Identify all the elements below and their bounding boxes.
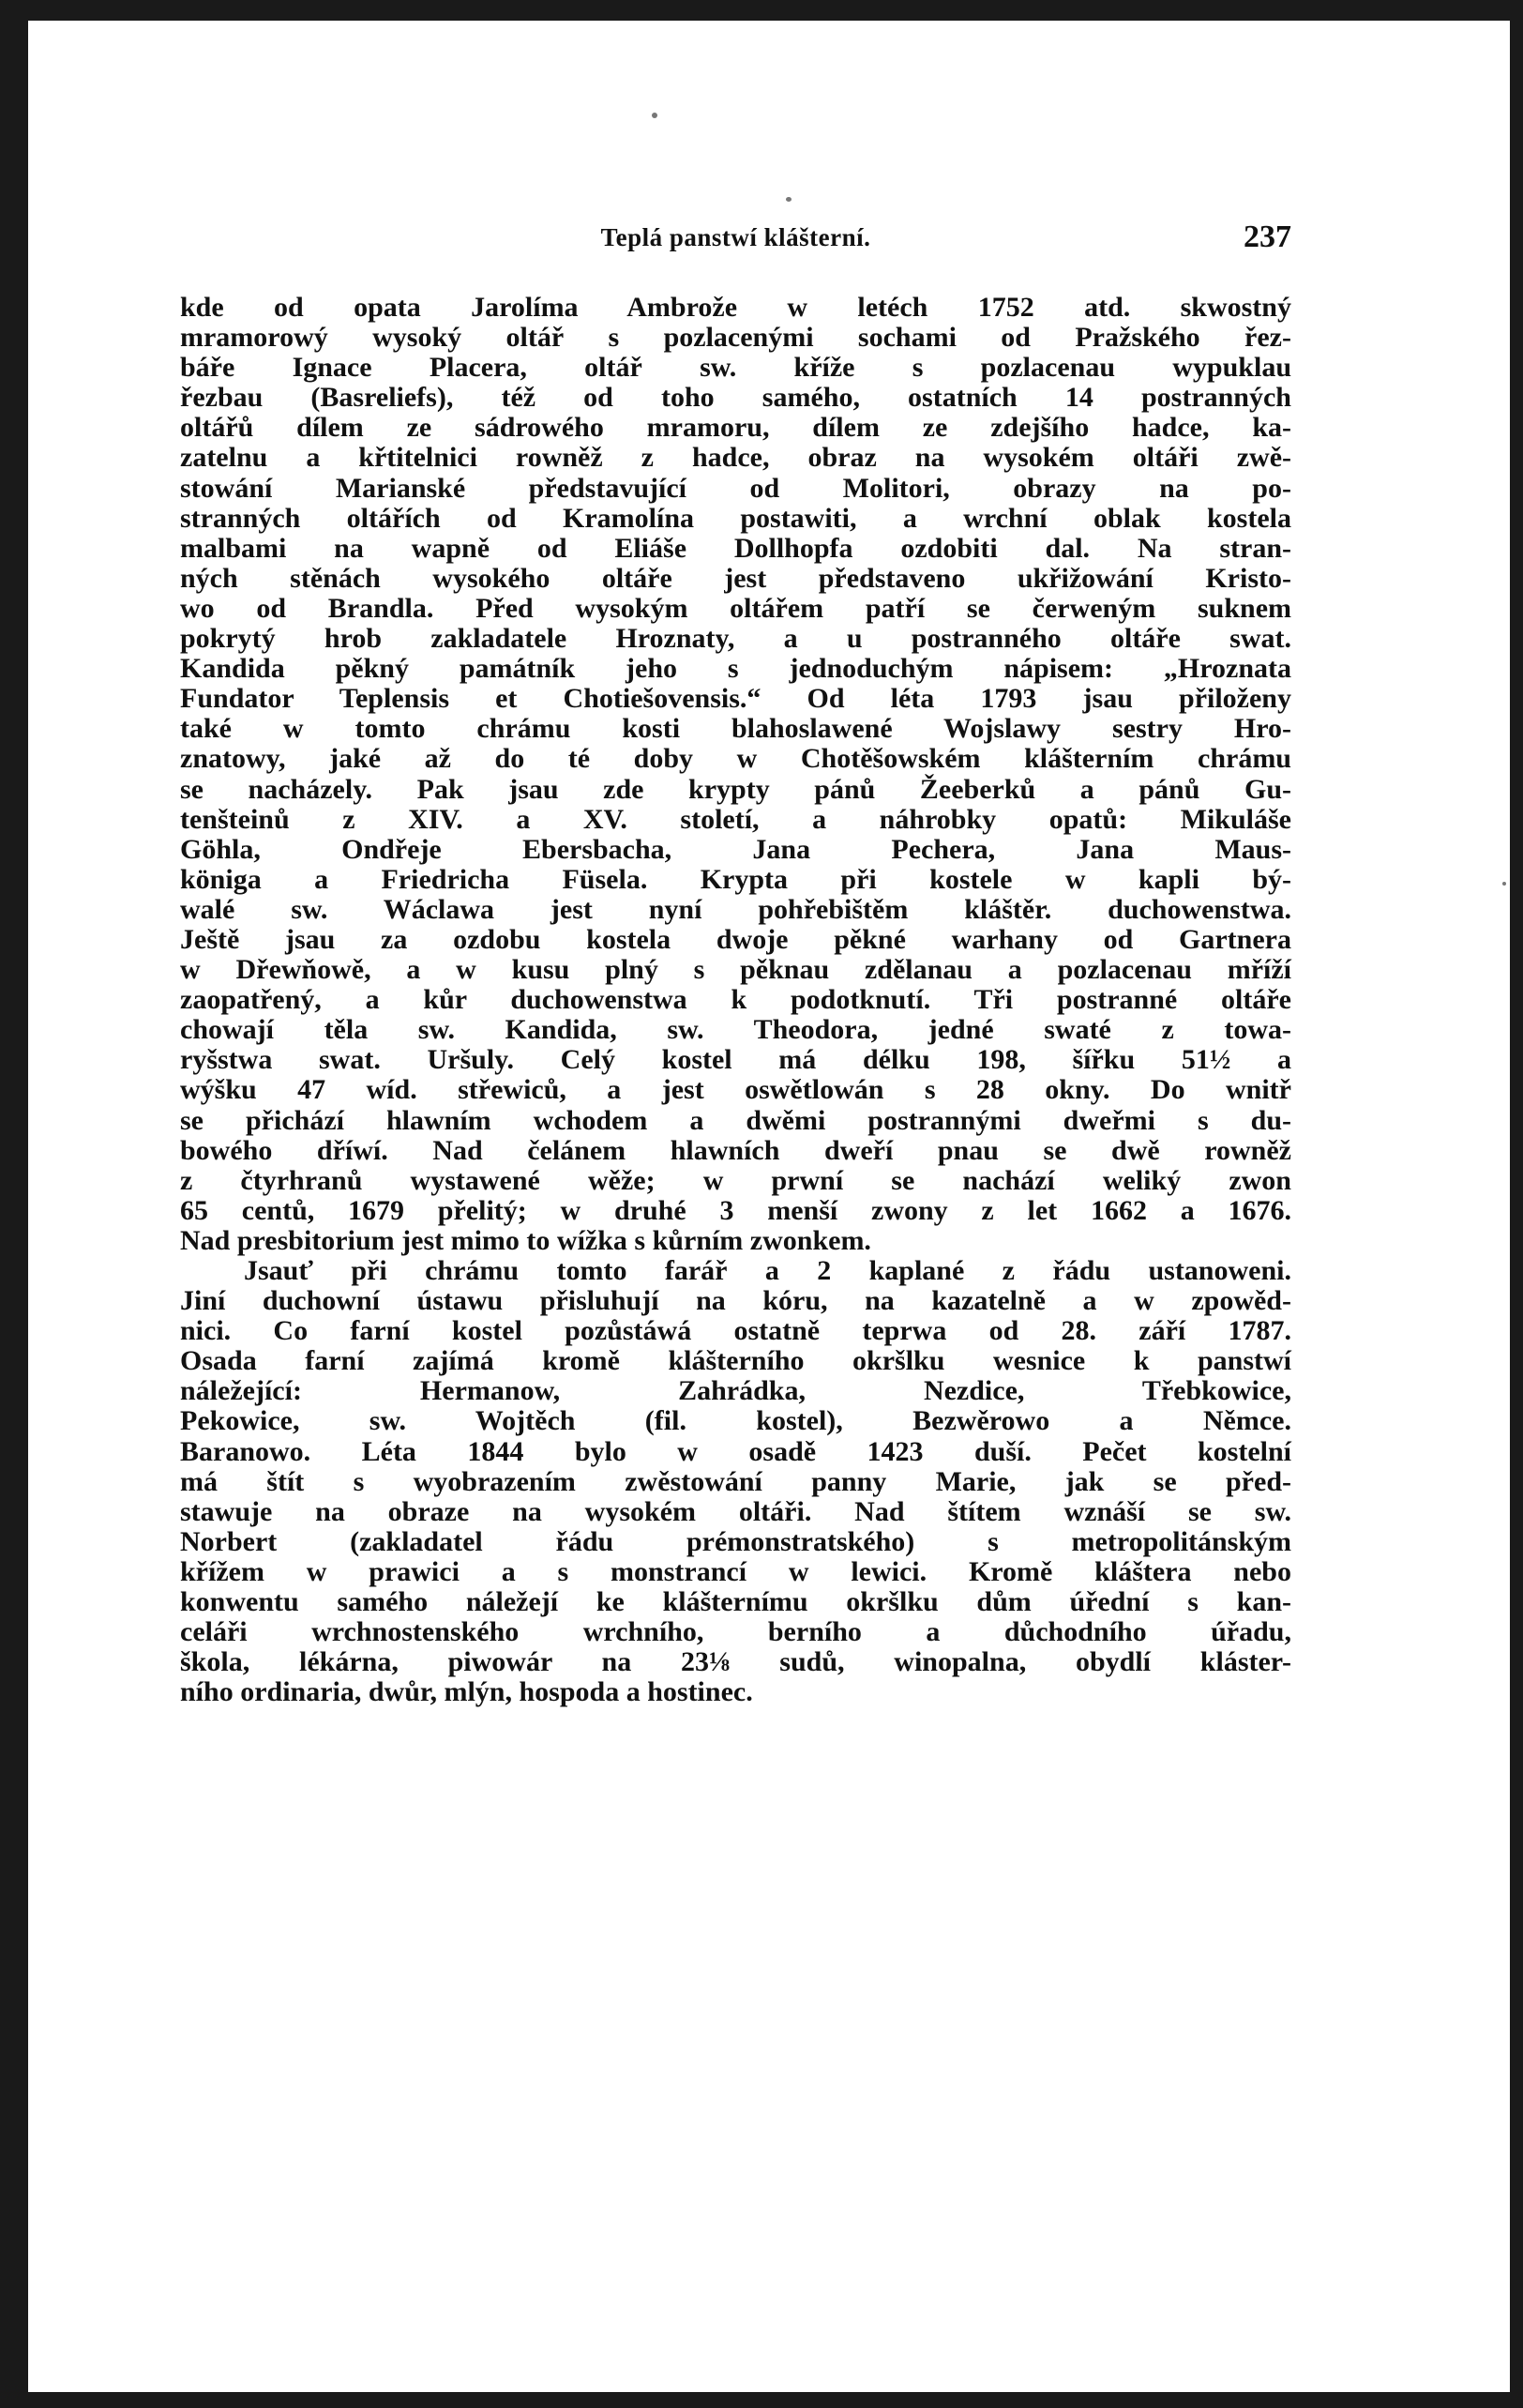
text-line: Norbert (zakladatel řádu prémonstratského) s metropolitánským [180, 1525, 1291, 1557]
text-line: Osada farní zajímá kromě klášterního okršlku wesnice k panstwí [180, 1345, 1291, 1377]
text-line: oltářů dílem ze sádrowého mramoru, dílem ze zdejšího hadce, ka- [180, 412, 1291, 444]
text-line: mramorowý wysoký oltář s pozlacenými sochami od Pražského řez- [180, 322, 1291, 354]
page-number: 237 [1244, 220, 1291, 254]
text-line: walé sw. Wáclawa jest nyní pohřebištěm kláštěr. duchowenstwa. [180, 893, 1291, 925]
text-line: chowají těla sw. Kandida, sw. Theodora, jedné swaté z towa- [180, 1014, 1291, 1046]
text-line: také w tomto chrámu kosti blahoslawené Wojslawy sestry Hro- [180, 713, 1291, 745]
text-line: z čtyrhranů wystawené wěže; w prwní se nachází weliký zwon [180, 1164, 1291, 1196]
text-line: Fundator Teplensis et Chotiešovensis.“ Od léta 1793 jsau přiloženy [180, 683, 1291, 715]
text-line: ryšstwa swat. Uršuly. Celý kostel má délku 198, šířku 51½ a [180, 1044, 1291, 1076]
text-line: Jiní duchowní ústawu přisluhují na kóru, na kazatelně a w zpowěd- [180, 1285, 1291, 1317]
text-line: malbami na wapně od Eliáše Dollhopfa ozdobiti dal. Na stran- [180, 532, 1291, 564]
ink-speck [652, 113, 657, 118]
ink-speck [786, 197, 792, 202]
ink-speck [1502, 882, 1506, 886]
text-line: wýšku 47 wíd. střewiců, a jest oswětlowán s 28 okny. Do wnitř [180, 1074, 1291, 1106]
text-line: bowého dříwí. Nad čelánem hlawních dweří pnau se dwě rowněž [180, 1134, 1291, 1166]
text-line: řezbau (Basreliefs), též od toho samého, ostatních 14 postranných [180, 382, 1291, 414]
text-line: ných stěnách wysokého oltáře jest představeno ukřižowání Kristo- [180, 562, 1291, 594]
text-line: w Dřewňowě, a w kusu plný s pěknau zdělanau a pozlacenau mříží [180, 954, 1291, 986]
text-line: königa a Friedricha Füsela. Krypta při kostele w kapli bý- [180, 863, 1291, 895]
text-line: tenšteinů z XIV. a XV. století, a náhrobky opatů: Mikuláše [180, 803, 1291, 835]
text-line: 65 centů, 1679 přelitý; w druhé 3 menší zwony z let 1662 a 1676. [180, 1194, 1291, 1226]
text-line: má štít s wyobrazením zwěstowání panny Marie, jak se před- [180, 1465, 1291, 1497]
text-line: zatelnu a křtitelnici rowněž z hadce, obraz na wysokém oltáři zwě- [180, 442, 1291, 474]
text-line: ního ordinaria, dwůr, mlýn, hospoda a hostinec. [180, 1676, 753, 1708]
text-line: křížem w prawici a s monstrancí w lewici. Kromě kláštera nebo [180, 1555, 1291, 1587]
text-line: zaopatřený, a kůr duchowenstwa k podotknutí. Tři postranné oltáře [180, 984, 1291, 1016]
page-header [180, 220, 1291, 261]
text-line: stranných oltářích od Kramolína postawiti, a wrchní oblak kostela [180, 502, 1291, 534]
text-line: báře Ignace Placera, oltář sw. kříže s pozlacenau wypuklau [180, 352, 1291, 384]
text-line: Kandida pěkný památník jeho s jednoduchým nápisem: „Hroznata [180, 653, 1291, 685]
text-line: se nacházely. Pak jsau zde krypty pánů Žeeberků a pánů Gu- [180, 773, 1291, 805]
text-line: Göhla, Ondřeje Ebersbacha, Jana Pechera, Jana Maus- [180, 833, 1291, 865]
text-line: konwentu samého náležejí ke klášternímu okršlku dům úřední s kan- [180, 1586, 1291, 1618]
text-line: stawuje na obraze na wysokém oltáři. Nad štítem wznáší se sw. [180, 1495, 1291, 1527]
text-line: znatowy, jaké až do té doby w Chotěšowském klášterním chrámu [180, 743, 1291, 775]
text-line: škola, lékárna, piwowár na 23⅛ sudů, winopalna, obydlí kláster- [180, 1646, 1291, 1678]
text-line: Ještě jsau za ozdobu kostela dwoje pěkné warhany od Gartnera [180, 923, 1291, 955]
text-line: Pekowice, sw. Wojtěch (fil. kostel), Bezwěrowo a Němce. [180, 1405, 1291, 1437]
body-text [180, 293, 1291, 1707]
text-line: Baranowo. Léta 1844 bylo w osadě 1423 duší. Pečet kostelní [180, 1435, 1291, 1467]
text-line: Jsauť při chrámu tomto farář a 2 kaplané z řádu ustanoweni. [244, 1255, 1291, 1286]
running-title: Teplá panstwí klášterní. [600, 223, 871, 251]
text-line: kde od opata Jarolíma Ambrože w letéch 1752 atd. skwostný [180, 292, 1291, 323]
text-line: náležející: Hermanow, Zahrádka, Nezdice, Třebkowice, [180, 1375, 1291, 1407]
text-line: nici. Co farní kostel pozůstáwá ostatně teprwa od 28. září 1787. [180, 1315, 1291, 1347]
text-line: stowání Marianské představující od Molitori, obrazy na po- [180, 472, 1291, 504]
text-line: se přichází hlawním wchodem a dwěmi postrannými dweřmi s du- [180, 1104, 1291, 1136]
text-line: pokrytý hrob zakladatele Hroznaty, a u postranného oltáře swat. [180, 623, 1291, 655]
text-line: celáři wrchnostenského wrchního, berního a důchodního úřadu, [180, 1616, 1291, 1648]
text-line: Nad presbitorium jest mimo to wížka s kůrním zwonkem. [180, 1224, 871, 1256]
text-line: wo od Brandla. Před wysokým oltářem patří se čerweným suknem [180, 592, 1291, 624]
